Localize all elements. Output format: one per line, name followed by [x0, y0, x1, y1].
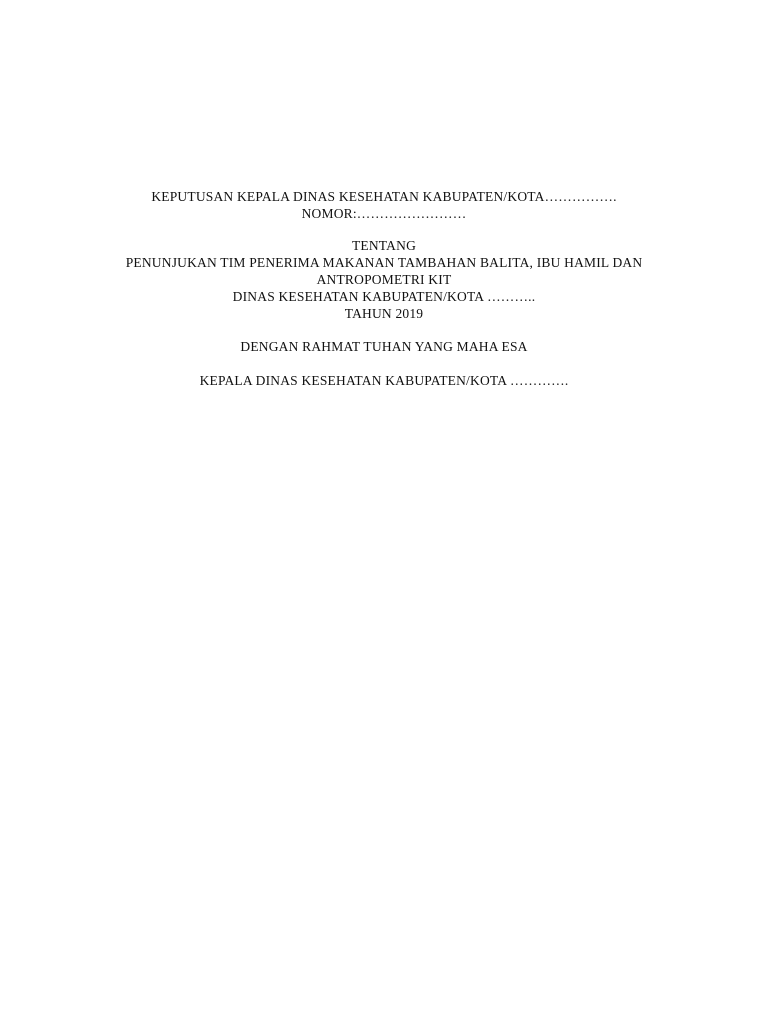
title-number: NOMOR:…………………… — [301, 206, 467, 221]
subject-year: TAHUN 2019 — [344, 306, 424, 321]
subject-block — [0, 237, 768, 322]
title-decree: KEPUTUSAN KEPALA DINAS KESEHATAN KABUPATEN/KOTA……………. — [151, 189, 617, 204]
subject-heading: TENTANG — [351, 238, 417, 253]
subject-line-3: DINAS KESEHATAN KABUPATEN/KOTA ……….. — [232, 289, 536, 304]
subject-line-1: PENUNJUKAN TIM PENERIMA MAKANAN TAMBAHAN BALITA, IBU HAMIL DAN — [125, 255, 643, 270]
authority: KEPALA DINAS KESEHATAN KABUPATEN/KOTA …………. — [199, 373, 569, 388]
document-title-block — [0, 188, 768, 222]
invocation: DENGAN RAHMAT TUHAN YANG MAHA ESA — [240, 339, 528, 354]
subject-line-2: ANTROPOMETRI KIT — [316, 272, 452, 287]
